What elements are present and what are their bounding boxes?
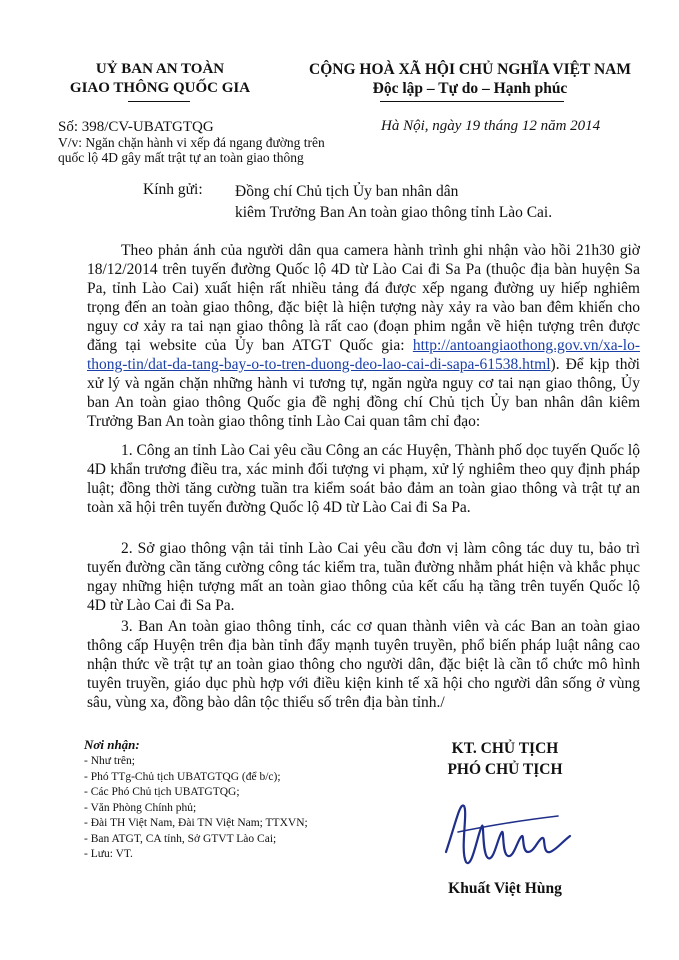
recipient-line1: Đồng chí Chủ tịch Ủy ban nhân dân [235,183,459,200]
body-paragraph-2: 1. Công an tỉnh Lào Cai yêu cầu Công an các Huyện, Thành phố dọc tuyến Quốc lộ 4D khẩn trương điều tra, xác minh đối tượng vi phạm, xử lý nghiêm theo quy định pháp luật; đồng thời tăng cường tuần tra kiểm soát bảo đảm an toàn giao thông và trật tự an toàn xã hội trên tuyến đường Quốc lộ 4D từ Lào Cai đi Sa Pa. [87,442,640,516]
document-subject: V/v: Ngăn chặn hành vi xếp đá ngang đường trên quốc lộ 4D gây mất trật tự an toàn giao thông [58,135,325,165]
body-paragraph-1 [87,241,640,431]
recipient-item: - Như trên; [84,755,135,767]
motto-underline [380,101,564,102]
document-number: Số: 398/CV-UBATGTQG [58,119,214,135]
recipients-title: Nơi nhận: [84,737,140,752]
body-paragraph-4: 3. Ban An toàn giao thông tỉnh, các cơ quan thành viên và các Ban an toàn giao thông cấp Huyện trên địa bàn tỉnh đẩy mạnh tuyên truyền, phổ biến pháp luật nâng cao nhận thức về trật tự an toàn giao thông cho người dân, đặc biệt là cần tổ chức mô hình tuyên truyền, giáo dục phù hợp với điều kiện kinh tế xã hội cho người dân sống ở vùng sâu, vùng xa, đồng bào dân tộc thiểu số trên địa bàn tỉnh./ [87,618,640,711]
recipient-item: - Ban ATGT, CA tỉnh, Sở GTVT Lào Cai; [84,832,277,845]
recipient-label: Kính gửi: [143,181,203,198]
issuing-organization [60,60,260,98]
national-title [285,60,655,98]
recipient-item: - Đài TH Việt Nam, Đài TN Việt Nam; TTXVN; [84,817,308,829]
signer-title-line2: PHÓ CHỦ TỊCH [447,761,563,778]
handwritten-signature [438,792,578,880]
signer-name: Khuất Việt Hùng [448,880,562,897]
recipient-item: - Lưu: VT. [84,848,133,860]
place-date: Hà Nội, ngày 19 tháng 12 năm 2014 [381,118,601,134]
p1-text-before: Theo phản ánh của người dân qua camera hành trình ghi nhận vào hồi 21h30 giờ 18/12/2014 trên tuyến đường Quốc lộ 4D từ Lào Cai đi Sa Pa (thuộc địa bàn huyện Sa Pa, tỉnh Lào Cai) xuất hiện rất nhiều tảng đá được xếp ngang đường uy hiếp nghiêm trọng đến an toàn giao thông, đặc biệt là hiện tượng này xảy ra vào ban đêm khiến cho nguy cơ xảy ra tai nạn giao thông là rất cao (đoạn phim ngắn về hiện tượng trên được đăng tại website của Ủy ban ATGT Quốc gia: [87,242,640,354]
signer-title-line1: KT. CHỦ TỊCH [451,740,559,757]
body-paragraph-3: 2. Sở giao thông vận tải tỉnh Lào Cai yêu cầu đơn vị làm công tác duy tu, bảo trì tuyến đường cần tăng cường công tác kiểm tra, tuần đường nhằm phát hiện và khắc phục ngay những hiện tượng mất an toàn giao thông của kết cấu hạ tầng trên tuyến Quốc lộ 4D từ Lào Cai đi Sa Pa. [87,540,640,614]
org-underline [128,101,190,102]
recipients-list [84,754,308,863]
national-motto: Độc lập – Tự do – Hạnh phúc [372,80,568,97]
recipient-item: - Các Phó Chủ tịch UBATGTQG; [84,786,240,798]
video-link[interactable]: http://antoangiaothong.gov.vn/xa-lo-thong-tin/dat-da-tang-bay-o-to-tren-duong-deo-lao-cai-di-sapa-61538.html [87,337,640,373]
nation-name: CỘNG HOÀ XÃ HỘI CHỦ NGHĨA VIỆT NAM [309,61,631,78]
recipient-item: - Phó TTg-Chủ tịch UBATGTQG (để b/c); [84,770,281,783]
recipient-line2: kiêm Trưởng Ban An toàn giao thông tỉnh Lào Cai. [235,204,553,221]
recipient-item: - Văn Phòng Chính phủ; [84,801,197,814]
signer-title [395,738,615,780]
org-name-line1: UỶ BAN AN TOÀN [95,61,225,77]
org-name-line2: GIAO THÔNG QUỐC GIA [69,80,251,96]
p1-text-after: ). Để kịp thời xử lý và ngăn chặn những hành vi tương tự, ngăn ngừa nguy cơ tai nạn giao thông, Ủy ban An toàn giao thông Quốc gia đề nghị đồng chí Chủ tịch Ủy ban nhân dân kiêm Trưởng Ban An toàn giao thông tỉnh Lào Cai quan tâm chỉ đạo: [87,356,640,430]
recipient-address [235,181,635,223]
